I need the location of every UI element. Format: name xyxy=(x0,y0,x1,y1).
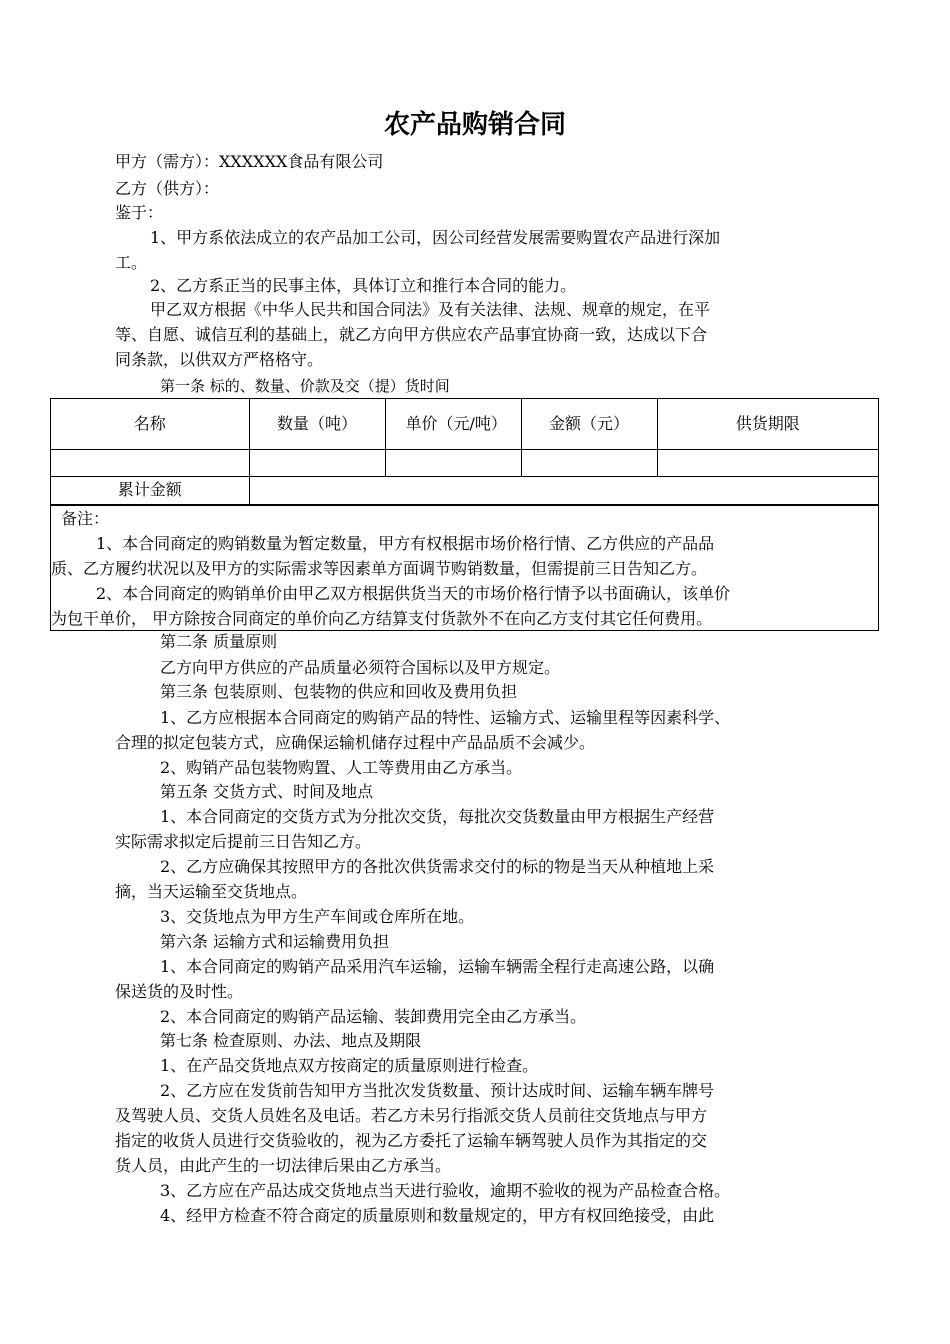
total-row xyxy=(51,476,878,504)
body-line: 2、乙方应在发货前告知甲方当批次发货数量、预计达成时间、运输车辆车牌号 xyxy=(160,1081,715,1100)
article-1-heading: 第一条 标的、数量、价款及交（提）货时间 xyxy=(160,377,450,395)
body-line: 乙方向甲方供应的产品质量必须符合国标以及甲方规定。 xyxy=(160,658,561,677)
body-line: 3、乙方应在产品达成交货地点当天进行验收，逾期不验收的视为产品检查合格。 xyxy=(160,1181,731,1200)
header-cell: 单价（元/吨） xyxy=(385,399,521,449)
body-line: 摘，当天运输至交货地点。 xyxy=(115,882,308,901)
header-cell: 供货期限 xyxy=(657,399,878,449)
table-cell[interactable] xyxy=(51,449,249,476)
article-heading: 第三条 包装原则、包装物的供应和回收及费用负担 xyxy=(160,682,518,701)
article-heading: 第六条 运输方式和运输费用负担 xyxy=(160,932,390,951)
total-label: 累计金额 xyxy=(51,476,249,504)
body-line: 2、乙方应确保其按照甲方的各批次供货需求交付的标的物是当天从种植地上采 xyxy=(160,857,715,876)
header-cell: 名称 xyxy=(51,399,249,449)
table-cell[interactable] xyxy=(385,449,521,476)
note-line: 2、本合同商定的购销单价由甲乙双方根据供货当天的市场价格行情予以书面确认，该单价 xyxy=(96,583,731,603)
header-cell: 数量（吨） xyxy=(249,399,385,449)
body-line: 1、本合同商定的购销产品采用汽车运输，运输车辆需全程行走高速公路，以确 xyxy=(160,957,715,976)
body-line: 及驾驶人员、交货人员姓名及电话。若乙方未另行指派交货人员前往交货地点与甲方 xyxy=(115,1106,708,1125)
body-line: 实际需求拟定后提前三日告知乙方。 xyxy=(115,832,372,851)
preamble-line: 2、乙方系正当的民事主体，具体订立和推行本合同的能力。 xyxy=(150,276,577,295)
body-line: 3、交货地点为甲方生产车间或仓库所在地。 xyxy=(160,907,475,926)
preamble-line: 等、自愿、诚信互利的基础上，就乙方向甲方供应农产品事宜协商一致，达成以下合 xyxy=(115,325,708,344)
goods-table xyxy=(50,398,879,631)
body-line: 2、购销产品包装物购置、人工等费用由乙方承当。 xyxy=(160,758,523,777)
body-line: 保送货的及时性。 xyxy=(115,982,244,1001)
body-line: 1、本合同商定的交货方式为分批次交货，每批次交货数量由甲方根据生产经营 xyxy=(160,807,715,826)
article-heading: 第二条 质量原则 xyxy=(160,632,278,651)
article-heading: 第七条 检查原则、办法、地点及期限 xyxy=(160,1031,422,1050)
body-line: 指定的收货人员进行交货验收的，视为乙方委托了运输车辆驾驶人员作为其指定的交 xyxy=(115,1131,708,1150)
table-header-row xyxy=(51,399,878,449)
table-cell[interactable] xyxy=(249,449,385,476)
table-row xyxy=(51,449,878,476)
header-cell: 金额（元） xyxy=(521,399,657,449)
notes-section xyxy=(51,505,878,630)
total-value-cell[interactable] xyxy=(249,476,878,504)
preamble-line: 甲乙双方根据《中华人民共和国合同法》及有关法律、法规、规章的规定，在平 xyxy=(150,300,711,319)
table-cell[interactable] xyxy=(657,449,878,476)
body-line: 1、乙方应根据本合同商定的购销产品的特性、运输方式、运输里程等因素科学、 xyxy=(160,708,731,727)
preamble-line: 1、甲方系依法成立的农产品加工公司，因公司经营发展需要购置农产品进行深加 xyxy=(150,228,721,247)
whereas-label: 鉴于： xyxy=(115,203,164,222)
preamble-line: 同条款，以供双方严格格守。 xyxy=(115,350,324,369)
table-cell[interactable] xyxy=(521,449,657,476)
document-title: 农产品购销合同 xyxy=(383,110,566,140)
body-line: 货人员，由此产生的一切法律后果由乙方承当。 xyxy=(115,1156,452,1175)
party-a-line: 甲方（需方）：XXXXXX食品有限公司 xyxy=(115,152,384,171)
notes-label: 备注： xyxy=(61,508,110,528)
body-line: 4、经甲方检查不符合商定的质量原则和数量规定的，甲方有权回绝接受，由此 xyxy=(160,1206,715,1225)
body-line: 2、本合同商定的购销产品运输、装卸费用完全由乙方承当。 xyxy=(160,1007,587,1026)
preamble-line: 工。 xyxy=(115,253,148,272)
note-line: 1、本合同商定的购销数量为暂定数量，甲方有权根据市场价格行情、乙方供应的产品品 xyxy=(96,533,715,553)
article-heading: 第五条 交货方式、时间及地点 xyxy=(160,782,374,801)
note-line: 为包干单价， 甲方除按合同商定的单价向乙方结算支付货款外不在向乙方支付其它任何费用。 xyxy=(51,608,713,628)
body-line: 合理的拟定包装方式，应确保运输机储存过程中产品品质不会减少。 xyxy=(115,733,596,752)
party-b-line: 乙方（供方）： xyxy=(115,179,220,198)
body-line: 1、在产品交货地点双方按商定的质量原则进行检查。 xyxy=(160,1056,539,1075)
note-line: 质、乙方履约状况以及甲方的实际需求等因素单方面调节购销数量，但需提前三日告知乙方。 xyxy=(51,558,708,578)
